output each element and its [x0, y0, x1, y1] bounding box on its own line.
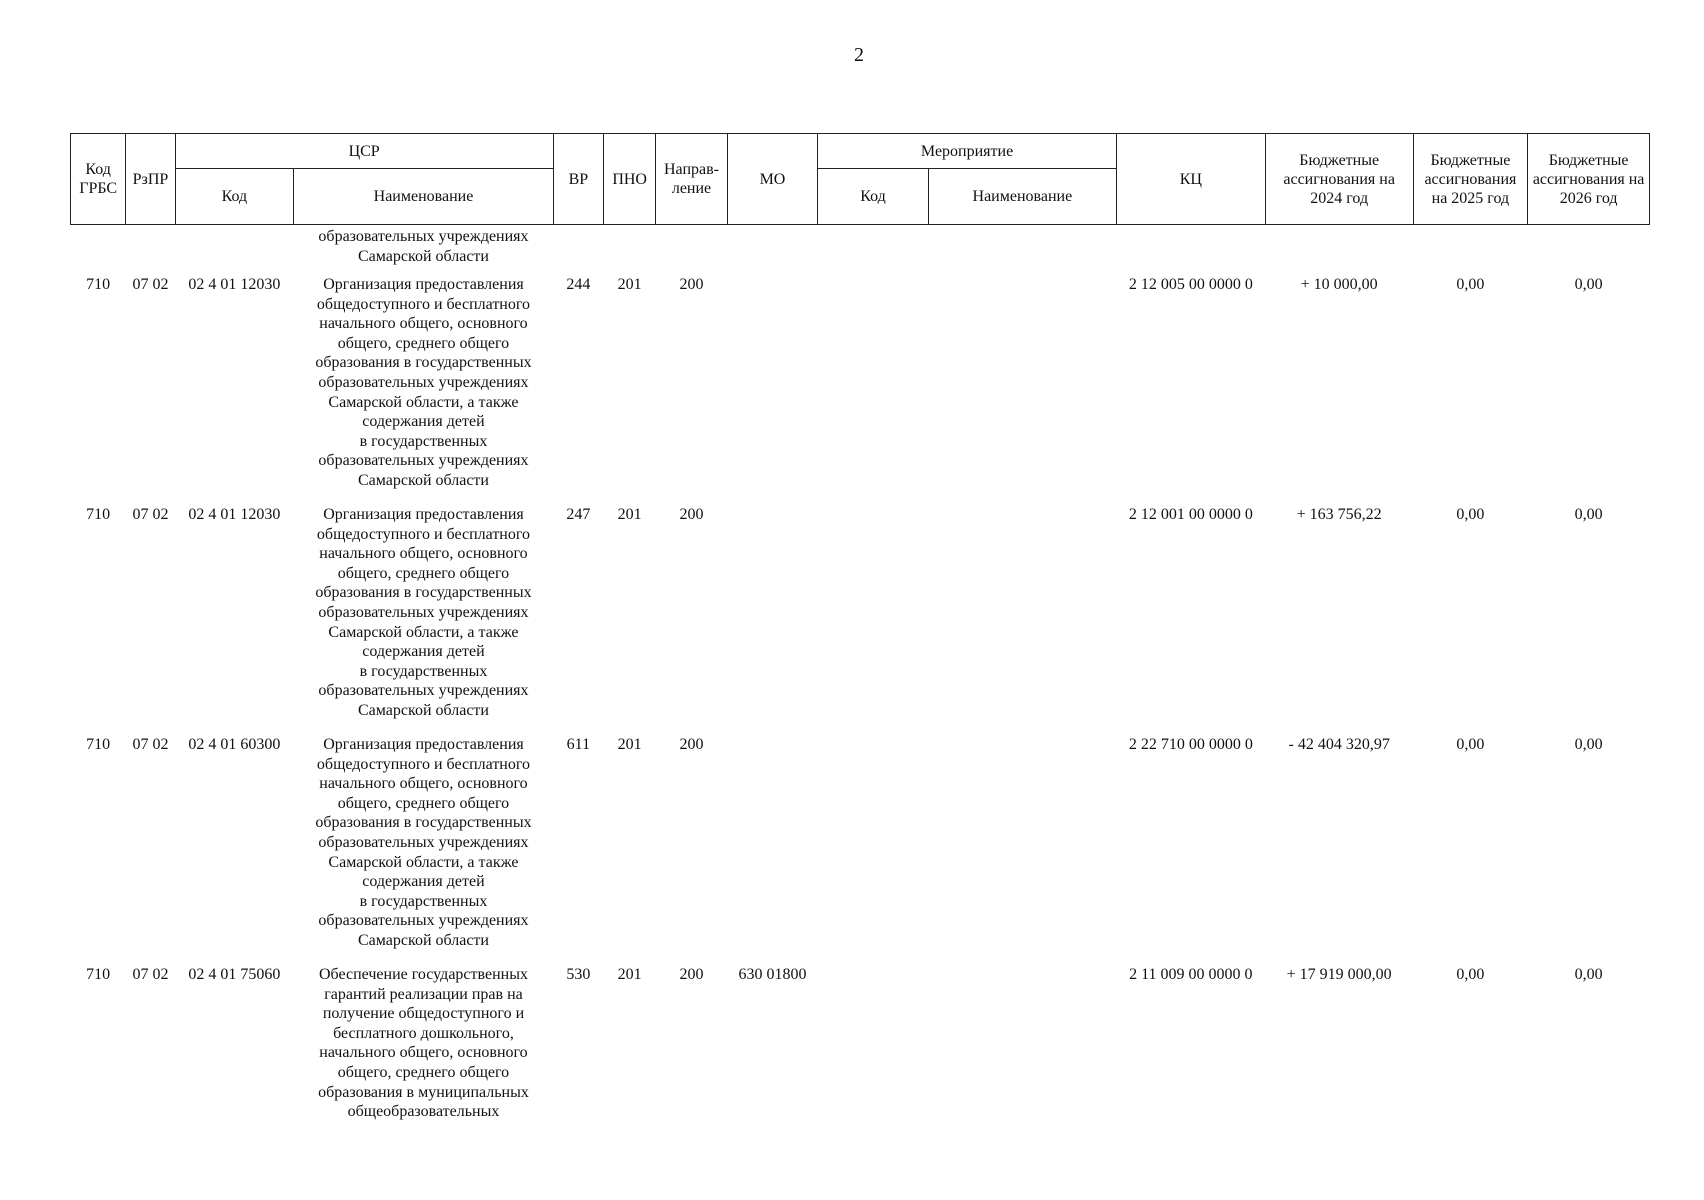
cell-name: Организация предоставления общедоступного и бесплатного начального общего, основного общего, среднего общего образования в государственных образовательных учреждениях Самарской области, а также содержания детей в государственных образовательных учреждениях Самарской области [315, 276, 532, 489]
cell-pno: 201 [617, 966, 642, 983]
cell-budget-2024: + 17 919 000,00 [1286, 966, 1392, 983]
cell-event-name [928, 275, 1116, 505]
cell-mo [727, 275, 818, 505]
cell-budget-2026: 0,00 [1574, 506, 1603, 523]
cell-name: Обеспечение государственных гарантий реализации прав на получение общедоступного и бесплатного дошкольного, начального общего, основного общего, среднего общего образования в муниципальных общеобразовательных [318, 966, 529, 1121]
cell-direction: 200 [679, 736, 704, 753]
page-number: 2 [854, 44, 864, 66]
cell-pno: 201 [617, 506, 642, 523]
cell-vr: 244 [566, 276, 591, 293]
cell-pno: 201 [617, 736, 642, 753]
header-grbs: Код ГРБС [71, 134, 126, 225]
cell-budget-2025: 0,00 [1456, 276, 1485, 293]
budget-table-container [70, 133, 1650, 1125]
cell-csr-code: 02 4 01 12030 [188, 276, 281, 293]
continuation-name: образовательных учреждениях Самарской области [318, 228, 529, 265]
cell-event-name [928, 735, 1116, 965]
table-body [71, 225, 1650, 1126]
cell-kc: 2 12 005 00 0000 0 [1128, 276, 1253, 293]
header-rzpr: РзПР [126, 134, 175, 225]
cell-event-name [928, 505, 1116, 735]
cell-event-code [818, 505, 929, 735]
cell-mo [727, 505, 818, 735]
cell-mo: 630 01800 [738, 966, 807, 983]
header-kc: КЦ [1116, 134, 1265, 225]
cell-kc: 2 22 710 00 0000 0 [1128, 736, 1253, 753]
header-pno: ПНО [604, 134, 656, 225]
cell-rzpr: 07 02 [132, 736, 169, 753]
table-row [71, 965, 1650, 1125]
cell-vr: 247 [566, 506, 591, 523]
cell-budget-2026: 0,00 [1574, 966, 1603, 983]
cell-budget-2025: 0,00 [1456, 506, 1485, 523]
cell-budget-2025: 0,00 [1456, 736, 1485, 753]
cell-name: Организация предоставления общедоступного и бесплатного начального общего, основного общего, среднего общего образования в государственных образовательных учреждениях Самарской области, а также содержания детей в государственных образовательных учреждениях Самарской области [315, 506, 532, 719]
cell-budget-2024: - 42 404 320,97 [1288, 736, 1390, 753]
cell-event-code [818, 275, 929, 505]
header-event: Мероприятие [818, 134, 1117, 169]
header-budget-2024: Бюджетные ассигнования на 2024 год [1265, 134, 1413, 225]
header-budget-2026: Бюджетные ассигнования на 2026 год [1528, 134, 1650, 225]
cell-grbs: 710 [86, 736, 111, 753]
cell-budget-2024: + 163 756,22 [1296, 506, 1382, 523]
budget-table [70, 133, 1650, 1125]
header-csr: ЦСР [175, 134, 553, 169]
header-event-name: Наименование [928, 169, 1116, 225]
cell-event-code [818, 735, 929, 965]
cell-rzpr: 07 02 [132, 966, 169, 983]
cell-direction: 200 [679, 506, 704, 523]
header-mo: МО [727, 134, 818, 225]
header-csr-code: Код [175, 169, 294, 225]
cell-budget-2025: 0,00 [1456, 966, 1485, 983]
table-row [71, 505, 1650, 735]
header-budget-2025: Бюджетные ассигнования на 2025 год [1413, 134, 1528, 225]
cell-csr-code: 02 4 01 12030 [188, 506, 281, 523]
cell-mo [727, 735, 818, 965]
cell-grbs: 710 [86, 276, 111, 293]
cell-kc: 2 12 001 00 0000 0 [1128, 506, 1253, 523]
cell-budget-2026: 0,00 [1574, 736, 1603, 753]
cell-vr: 611 [566, 736, 591, 753]
cell-direction: 200 [679, 966, 704, 983]
cell-name: Организация предоставления общедоступного и бесплатного начального общего, основного общего, среднего общего образования в государственных образовательных учреждениях Самарской области, а также содержания детей в государственных образовательных учреждениях Самарской области [315, 736, 532, 949]
cell-event-code [818, 965, 929, 1125]
cell-rzpr: 07 02 [132, 276, 169, 293]
cell-kc: 2 11 009 00 0000 0 [1129, 966, 1253, 983]
cell-rzpr: 07 02 [132, 506, 169, 523]
header-vr: ВР [553, 134, 603, 225]
table-row [71, 275, 1650, 505]
header-csr-name: Наименование [294, 169, 553, 225]
header-event-code: Код [818, 169, 929, 225]
header-direction: Направ-ление [656, 134, 727, 225]
table-row [71, 735, 1650, 965]
cell-grbs: 710 [86, 966, 111, 983]
cell-event-name [928, 965, 1116, 1125]
cell-vr: 530 [566, 966, 591, 983]
cell-direction: 200 [679, 276, 704, 293]
cell-csr-code: 02 4 01 60300 [188, 736, 281, 753]
cell-grbs: 710 [86, 506, 111, 523]
cell-budget-2024: + 10 000,00 [1300, 276, 1378, 293]
table-header [71, 134, 1650, 225]
cell-budget-2026: 0,00 [1574, 276, 1603, 293]
cell-csr-code: 02 4 01 75060 [188, 966, 281, 983]
table-row-continuation [71, 225, 1650, 276]
cell-pno: 201 [617, 276, 642, 293]
